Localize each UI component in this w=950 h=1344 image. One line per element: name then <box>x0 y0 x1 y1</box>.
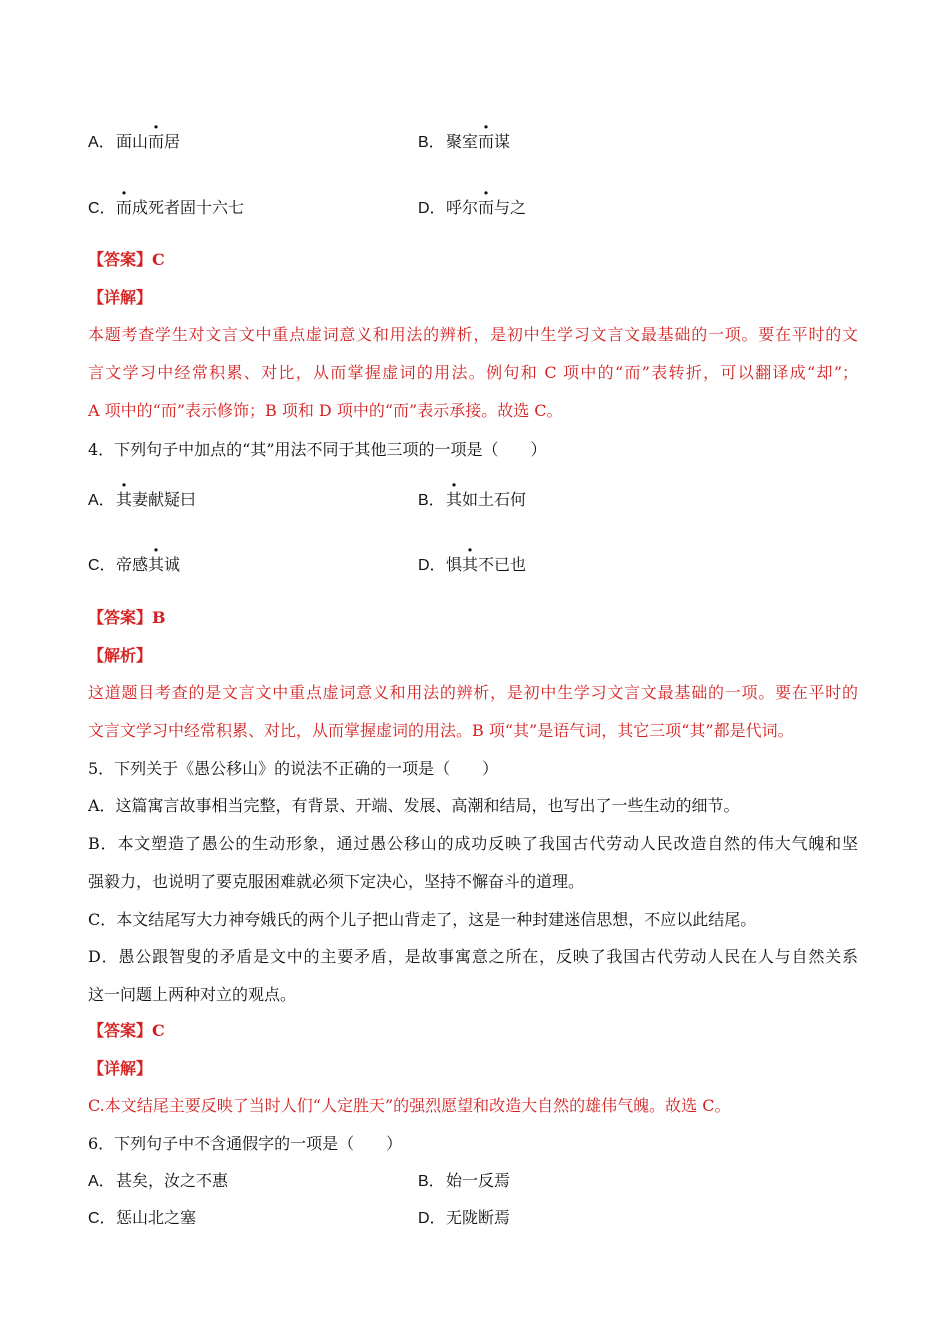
option-text-pre: 帝感 <box>116 555 149 574</box>
q5-option-b-line-2: 强毅力，也说明了要克服困难就必须下定决心，坚持不懈奋斗的道理。 <box>88 872 585 891</box>
q6-option-d <box>418 1208 510 1229</box>
q5-stem: 5．下列关于《愚公移山》的说法不正确的一项是（ ） <box>88 759 499 778</box>
q6-option-b <box>418 1171 510 1192</box>
q3-detail-line-2: 言文学习中经常积累、对比，从而掌握虚词的用法。例句和 C 项中的“而”表转折，可以翻译成“却”； <box>88 363 858 382</box>
dotted-char: 而 <box>116 198 133 217</box>
dotted-char: 而 <box>478 198 495 217</box>
q3-option-c <box>88 198 244 219</box>
q6-stem: 6．下列句子中不含通假字的一项是（ ） <box>88 1134 403 1153</box>
option-letter: A． <box>88 134 115 151</box>
option-text-pre: 呼尔 <box>446 198 479 217</box>
dotted-char: 其 <box>148 555 165 574</box>
q4-option-b <box>418 490 526 511</box>
option-text-pre: 聚室 <box>446 132 479 151</box>
q4-detail-line-1: 这道题目考查的是文言文中重点虚词意义和用法的辨析，是初中生学习文言文最基础的一项。要在平时的 <box>88 683 858 702</box>
dotted-char: 而 <box>478 132 495 151</box>
q3-detail-label: 【详解】 <box>88 288 153 307</box>
q3-option-d <box>418 198 526 219</box>
option-letter: D． <box>418 557 446 574</box>
option-text: 惩山北之塞 <box>116 1208 197 1227</box>
q3-answer: 【答案】C <box>88 250 165 269</box>
option-text-pre: 惧 <box>446 555 463 574</box>
q4-stem: 4．下列句子中加点的“其”用法不同于其他三项的一项是（ ） <box>88 440 547 459</box>
dotted-char: 其 <box>446 490 463 509</box>
option-text-pre: 面山 <box>116 132 149 151</box>
option-letter: B． <box>418 1173 445 1190</box>
option-text-post: 不已也 <box>478 555 527 574</box>
q5-detail-label: 【详解】 <box>88 1059 153 1078</box>
dotted-char: 其 <box>116 490 133 509</box>
q5-option-b-line-1: B．本文塑造了愚公的生动形象，通过愚公移山的成功反映了我国古代劳动人民改造自然的伟大气魄和坚 <box>88 834 858 853</box>
q3-detail-line-1: 本题考查学生对文言文中重点虚词意义和用法的辨析，是初中生学习文言文最基础的一项。要在平时的文 <box>88 325 858 344</box>
q4-detail-line-2: 文言文学习中经常积累、对比，从而掌握虚词的用法。B 项“其”是语气词，其它三项“其”都是代词。 <box>88 721 794 740</box>
option-text-post: 与之 <box>494 198 527 217</box>
q5-answer: 【答案】C <box>88 1021 165 1040</box>
q3-option-a <box>88 132 180 153</box>
q4-answer: 【答案】B <box>88 608 166 627</box>
q3-detail-line-3: A 项中的“而”表示修饰；B 项和 D 项中的“而”表示承接。故选 C。 <box>88 401 563 420</box>
option-text-post: 如土石何 <box>462 490 527 509</box>
option-letter: D． <box>418 200 446 217</box>
q5-detail: C.本文结尾主要反映了当时人们“人定胜天”的强烈愿望和改造大自然的雄伟气魄。故选 C。 <box>88 1096 731 1115</box>
q4-option-a <box>88 490 196 511</box>
q5-option-c: C．本文结尾写大力神夸娥氏的两个儿子把山背走了，这是一种封建迷信思想，不应以此结尾。 <box>88 910 757 929</box>
option-letter: C． <box>88 200 116 217</box>
q4-detail-label: 【解析】 <box>88 646 153 665</box>
option-letter: C． <box>88 1210 116 1227</box>
q5-option-a: A．这篇寓言故事相当完整，有背景、开端、发展、高潮和结局，也写出了一些生动的细节。 <box>88 796 740 815</box>
q4-option-c <box>88 555 180 576</box>
q3-option-b <box>418 132 510 153</box>
option-text-post: 成死者固十六七 <box>132 198 245 217</box>
option-text: 始一反焉 <box>446 1171 511 1190</box>
option-text-post: 妻献疑曰 <box>132 490 197 509</box>
option-text: 无陇断焉 <box>446 1208 511 1227</box>
option-letter: A． <box>88 1173 115 1190</box>
option-text: 甚矣，汝之不惠 <box>116 1171 229 1190</box>
option-text-post: 居 <box>164 132 181 151</box>
option-text-post: 诚 <box>164 555 181 574</box>
dotted-char: 其 <box>462 555 479 574</box>
option-letter: B． <box>418 492 445 509</box>
q6-option-a <box>88 1171 228 1192</box>
q5-option-d-line-1: D．愚公跟智叟的矛盾是文中的主要矛盾，是故事寓意之所在，反映了我国古代劳动人民在人与自然关系 <box>88 947 858 966</box>
q4-option-d <box>418 555 526 576</box>
option-letter: C． <box>88 557 116 574</box>
option-letter: B． <box>418 134 445 151</box>
option-letter: D． <box>418 1210 446 1227</box>
q5-option-d-line-2: 这一问题上两种对立的观点。 <box>88 985 297 1004</box>
option-text-post: 谋 <box>494 132 511 151</box>
q6-option-c <box>88 1208 196 1229</box>
dotted-char: 而 <box>148 132 165 151</box>
option-letter: A． <box>88 492 115 509</box>
